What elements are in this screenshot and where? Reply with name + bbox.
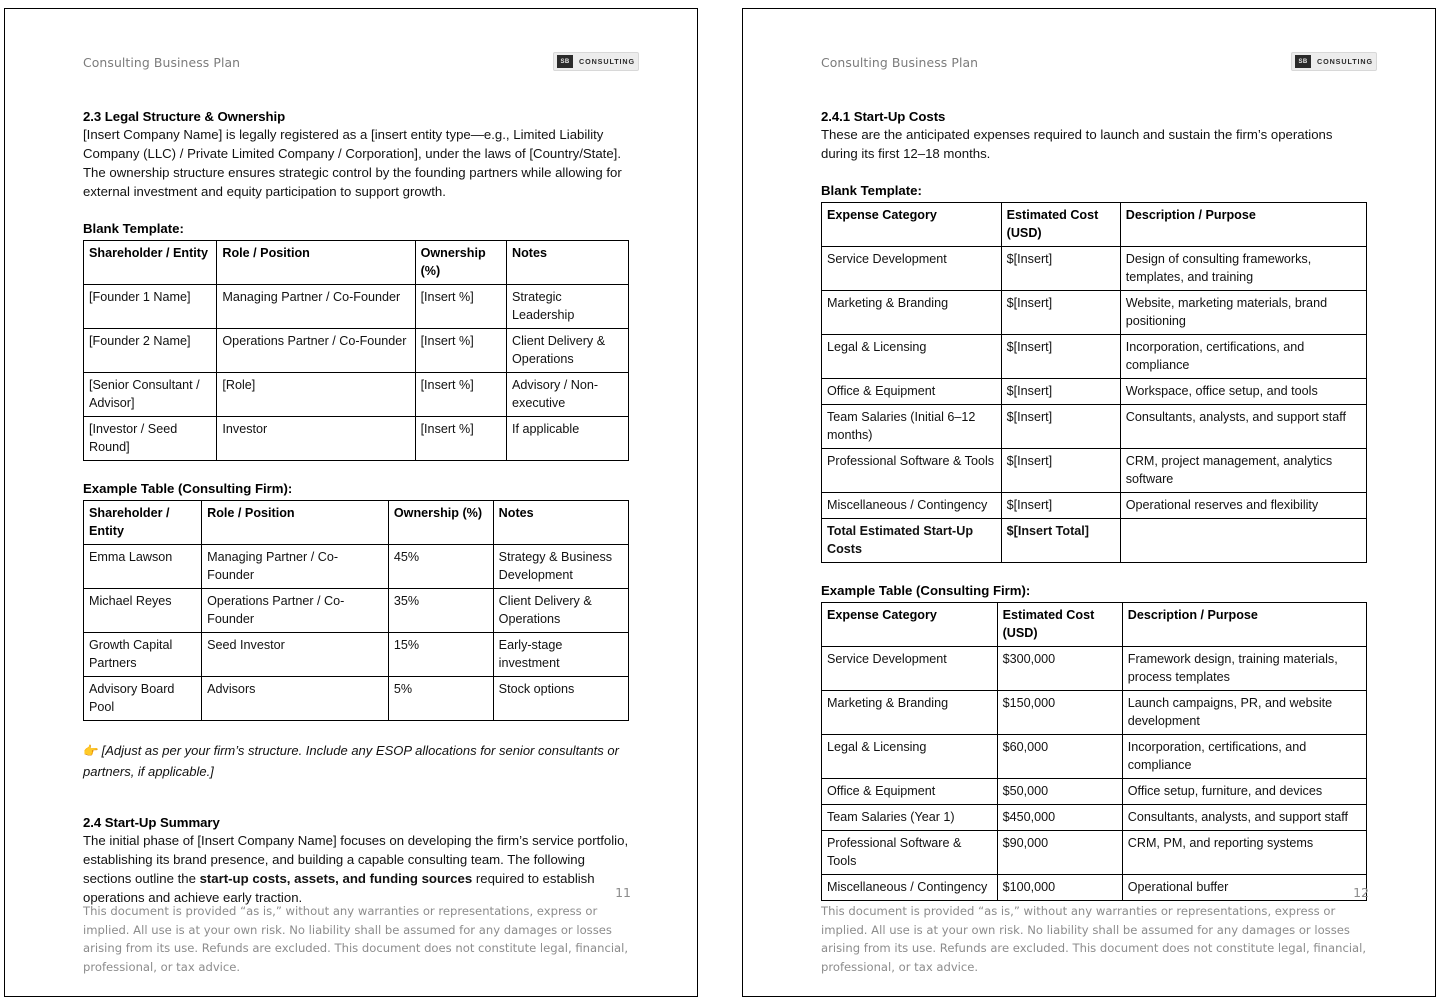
- col-header: Ownership (%): [415, 241, 506, 285]
- logo-mark-icon: SB: [1295, 55, 1311, 68]
- page-header: [821, 55, 1373, 77]
- paragraph-2-4-1: These are the anticipated expenses required to launch and sustain the firm’s operations during its first 12–18 months.: [821, 127, 1333, 161]
- cell-total-value: $[Insert Total]: [1001, 519, 1120, 563]
- cell: Emma Lawson: [84, 545, 202, 589]
- cell: $[Insert]: [1001, 493, 1120, 519]
- example-table-label-left: Example Table (Consulting Firm):: [83, 481, 293, 496]
- cell: Team Salaries (Initial 6–12 months): [822, 405, 1002, 449]
- page-12: [742, 8, 1436, 997]
- cell: Consultants, analysts, and support staff: [1122, 805, 1366, 831]
- cell: Seed Investor: [202, 633, 389, 677]
- adjustment-note-text: [Adjust as per your firm’s structure. Include any ESOP allocations for senior consultants or partners, if applicable.]: [83, 743, 619, 779]
- cell: $450,000: [997, 805, 1122, 831]
- col-header: Estimated Cost (USD): [1001, 203, 1120, 247]
- cell: 15%: [388, 633, 493, 677]
- cell: [Insert %]: [415, 329, 506, 373]
- cell: $300,000: [997, 647, 1122, 691]
- startup-costs-example-table: [821, 602, 1367, 901]
- cell: Workspace, office setup, and tools: [1120, 379, 1366, 405]
- cell: Investor: [217, 417, 415, 461]
- table-row: [822, 405, 1367, 449]
- table-row: [84, 373, 629, 417]
- cell: Miscellaneous / Contingency: [822, 875, 998, 901]
- table-row: [822, 449, 1367, 493]
- heading-2-3: 2.3 Legal Structure & Ownership: [83, 109, 286, 124]
- cell: Michael Reyes: [84, 589, 202, 633]
- table-row: [84, 285, 629, 329]
- cell: $[Insert]: [1001, 379, 1120, 405]
- logo-wordmark: CONSULTING: [1317, 57, 1373, 66]
- page-content: [83, 109, 631, 907]
- blank-template-label-right: Blank Template:: [821, 183, 922, 198]
- col-header: Expense Category: [822, 603, 998, 647]
- page-content: [821, 109, 1369, 901]
- table-header-row: [84, 241, 629, 285]
- shareholder-blank-template-table: [83, 240, 629, 461]
- cell: Operations Partner / Co-Founder: [202, 589, 389, 633]
- cell: [Insert %]: [415, 417, 506, 461]
- example-table-label-right: Example Table (Consulting Firm):: [821, 583, 1031, 598]
- cell-total-label: Total Estimated Start-Up Costs: [822, 519, 1002, 563]
- cell: [Founder 2 Name]: [84, 329, 217, 373]
- cell: Legal & Licensing: [822, 335, 1002, 379]
- cell: [Insert %]: [415, 373, 506, 417]
- page-number-right: 12: [1353, 885, 1369, 900]
- table-header-row: [822, 603, 1367, 647]
- cell: $50,000: [997, 779, 1122, 805]
- cell: Advisory / Non-executive: [507, 373, 629, 417]
- cell: Service Development: [822, 247, 1002, 291]
- para-2-4-part1: The initial phase of [Insert Company Name] focuses on developing the firm’s service portfolio, establishing its brand presence, and building a capable consulting team. The following sections outline the: [83, 833, 629, 886]
- pointing-hand-icon: 👉: [83, 744, 99, 758]
- cell: Advisors: [202, 677, 389, 721]
- cell: Incorporation, certifications, and compliance: [1122, 735, 1366, 779]
- cell: CRM, PM, and reporting systems: [1122, 831, 1366, 875]
- cell: $90,000: [997, 831, 1122, 875]
- cell: $[Insert]: [1001, 335, 1120, 379]
- table-row: [822, 379, 1367, 405]
- cell: [Investor / Seed Round]: [84, 417, 217, 461]
- col-header: Description / Purpose: [1120, 203, 1366, 247]
- cell: Team Salaries (Year 1): [822, 805, 998, 831]
- cell: Strategy & Business Development: [493, 545, 628, 589]
- table-row: [84, 545, 629, 589]
- col-header: Estimated Cost (USD): [997, 603, 1122, 647]
- cell: $60,000: [997, 735, 1122, 779]
- cell: $[Insert]: [1001, 291, 1120, 335]
- table-row: [822, 493, 1367, 519]
- cell: 45%: [388, 545, 493, 589]
- cell: Managing Partner / Co-Founder: [217, 285, 415, 329]
- cell: Operational reserves and flexibility: [1120, 493, 1366, 519]
- header-title: Consulting Business Plan: [83, 55, 241, 70]
- cell: $[Insert]: [1001, 247, 1120, 291]
- cell: Managing Partner / Co-Founder: [202, 545, 389, 589]
- cell: Marketing & Branding: [822, 291, 1002, 335]
- cell: Stock options: [493, 677, 628, 721]
- table-row: [822, 691, 1367, 735]
- table-header-row: [84, 501, 629, 545]
- table-row: [84, 589, 629, 633]
- table-row: [84, 633, 629, 677]
- cell: Service Development: [822, 647, 998, 691]
- col-header: Description / Purpose: [1122, 603, 1366, 647]
- table-row: [822, 805, 1367, 831]
- col-header: Notes: [507, 241, 629, 285]
- adjustment-note: [83, 741, 631, 781]
- table-row: [822, 335, 1367, 379]
- cell: $100,000: [997, 875, 1122, 901]
- cell: Marketing & Branding: [822, 691, 998, 735]
- cell: [Founder 1 Name]: [84, 285, 217, 329]
- table-row: [822, 291, 1367, 335]
- table-row: [84, 329, 629, 373]
- startup-costs-blank-template-table: [821, 202, 1367, 563]
- cell: Operational buffer: [1122, 875, 1366, 901]
- paragraph-2-3-1: [Insert Company Name] is legally registered as a [insert entity type—e.g., Limited Liability Company (LLC) / Private Limited Company / Corporation], under the laws of [Country/State].: [83, 127, 622, 161]
- cell: [Role]: [217, 373, 415, 417]
- logo-wordmark: CONSULTING: [579, 57, 635, 66]
- cell: Advisory Board Pool: [84, 677, 202, 721]
- cell: Miscellaneous / Contingency: [822, 493, 1002, 519]
- cell: Incorporation, certifications, and compliance: [1120, 335, 1366, 379]
- sb-consulting-logo: [553, 52, 639, 71]
- col-header: Ownership (%): [388, 501, 493, 545]
- cell: Operations Partner / Co-Founder: [217, 329, 415, 373]
- heading-2-4-1: 2.4.1 Start-Up Costs: [821, 109, 946, 124]
- cell: CRM, project management, analytics software: [1120, 449, 1366, 493]
- page-header: [83, 55, 635, 77]
- col-header: Expense Category: [822, 203, 1002, 247]
- table-row: [822, 247, 1367, 291]
- cell: Strategic Leadership: [507, 285, 629, 329]
- blank-template-label-left: Blank Template:: [83, 221, 184, 236]
- col-header: Role / Position: [202, 501, 389, 545]
- cell: Client Delivery & Operations: [493, 589, 628, 633]
- cell: [Senior Consultant / Advisor]: [84, 373, 217, 417]
- heading-2-4: 2.4 Start-Up Summary: [83, 815, 220, 830]
- table-row: [822, 831, 1367, 875]
- cell: [Insert %]: [415, 285, 506, 329]
- cell: Design of consulting frameworks, templates, and training: [1120, 247, 1366, 291]
- logo-mark-icon: SB: [557, 55, 573, 68]
- cell: 35%: [388, 589, 493, 633]
- table-row-total: [822, 519, 1367, 563]
- page-11: [4, 8, 698, 997]
- cell: Office & Equipment: [822, 379, 1002, 405]
- col-header: Shareholder / Entity: [84, 501, 202, 545]
- cell: Framework design, training materials, process templates: [1122, 647, 1366, 691]
- col-header: Role / Position: [217, 241, 415, 285]
- cell: $150,000: [997, 691, 1122, 735]
- cell: $[Insert]: [1001, 405, 1120, 449]
- cell: Professional Software & Tools: [822, 449, 1002, 493]
- cell: Growth Capital Partners: [84, 633, 202, 677]
- cell: $[Insert]: [1001, 449, 1120, 493]
- cell: Website, marketing materials, brand positioning: [1120, 291, 1366, 335]
- disclaimer-right: This document is provided “as is,” without any warranties or representations, express or implied. All use is at your own risk. No liability shall be assumed for any damages or losses arising from its use. Refunds are excluded. This document does not constitute legal, financial, professional, or tax advice.: [821, 904, 1367, 974]
- disclaimer-left: This document is provided “as is,” without any warranties or representations, express or implied. All use is at your own risk. No liability shall be assumed for any damages or losses arising from its use. Refunds are excluded. This document does not constitute legal, financial, professional, or tax advice.: [83, 904, 629, 974]
- para-2-4-bold: start-up costs, assets, and funding sources: [199, 871, 473, 886]
- table-row: [84, 677, 629, 721]
- table-header-row: [822, 203, 1367, 247]
- shareholder-example-table: [83, 500, 629, 721]
- col-header: Shareholder / Entity: [84, 241, 217, 285]
- col-header: Notes: [493, 501, 628, 545]
- cell: Professional Software & Tools: [822, 831, 998, 875]
- cell: Launch campaigns, PR, and website development: [1122, 691, 1366, 735]
- para-2-4-part2: required to establish operations and achieve early traction.: [83, 871, 595, 905]
- cell: [1120, 519, 1366, 563]
- cell: Client Delivery & Operations: [507, 329, 629, 373]
- table-row: [822, 735, 1367, 779]
- cell: Office & Equipment: [822, 779, 998, 805]
- cell: Legal & Licensing: [822, 735, 998, 779]
- header-title: Consulting Business Plan: [821, 55, 979, 70]
- cell: Early-stage investment: [493, 633, 628, 677]
- table-row: [822, 647, 1367, 691]
- paragraph-2-3-2: The ownership structure ensures strategic control by the founding partners while allowing for external investment and equity participation to support growth.: [83, 165, 622, 199]
- page-number-left: 11: [615, 885, 631, 900]
- cell: If applicable: [507, 417, 629, 461]
- table-row: [84, 417, 629, 461]
- table-row: [822, 779, 1367, 805]
- cell: Office setup, furniture, and devices: [1122, 779, 1366, 805]
- cell: 5%: [388, 677, 493, 721]
- cell: Consultants, analysts, and support staff: [1120, 405, 1366, 449]
- sb-consulting-logo: [1291, 52, 1377, 71]
